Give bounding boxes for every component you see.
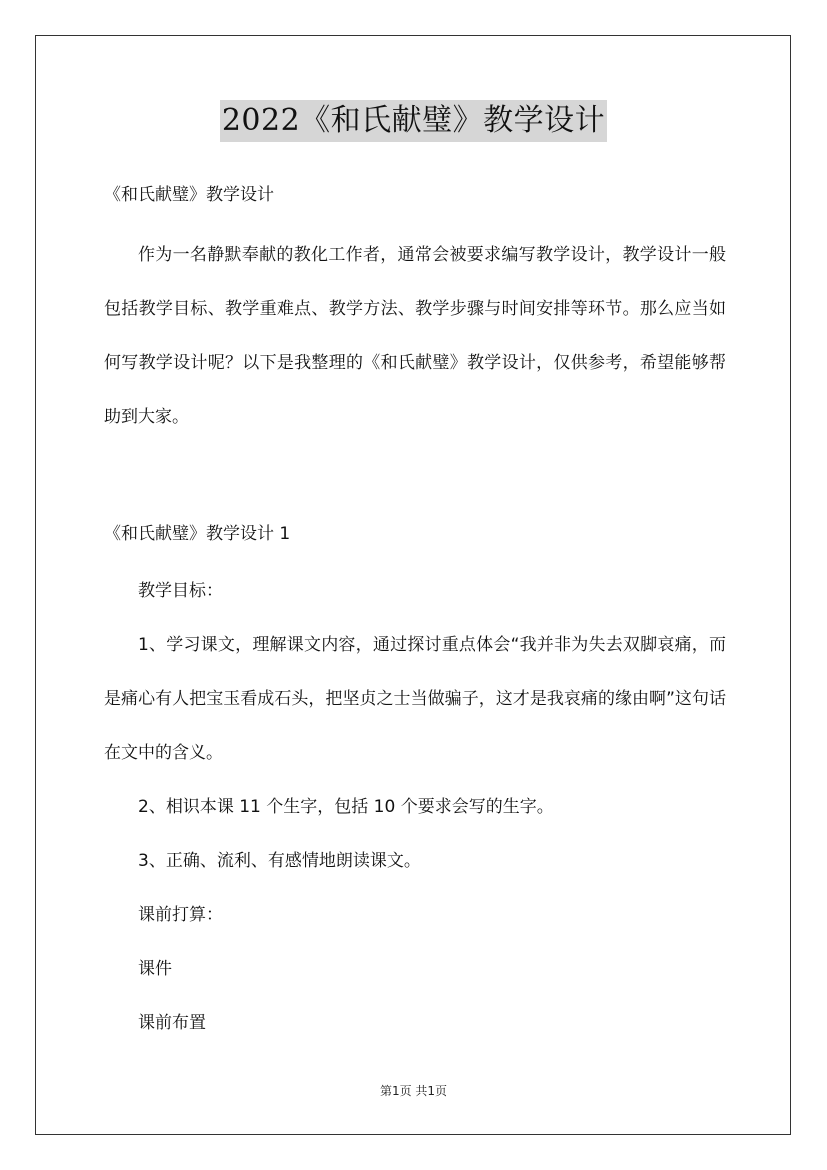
- paragraph-objective-1: 1、学习课文，理解课文内容，通过探讨重点体会“我并非为失去双脚哀痛，而是痛心有人把宝玉看成石头，把坚贞之士当做骗子，这才是我哀痛的缘由啊”这句话在文中的含义。: [104, 635, 726, 763]
- page-footer: 第1页 共1页: [379, 1084, 448, 1098]
- intro-paragraph: 作为一名静默奉献的教化工作者，通常会被要求编写教学设计，教学设计一般包括教学目标、教学重难点、教学方法、教学步骤与时间安排等环节。那么应当如何写教学设计呢？以下是我整理的《和氏献璧》教学设计，仅供参考，希望能够帮助到大家。: [104, 245, 726, 427]
- paragraph-objective-3: 3、正确、流利、有感情地朗读课文。: [138, 851, 421, 871]
- paragraph-pre-class-assignment: 课前布置: [138, 1013, 206, 1033]
- document-body: [104, 177, 726, 1050]
- paragraph-objectives-label: 教学目标：: [138, 581, 223, 601]
- paragraph-preparation-label: 课前打算：: [138, 905, 223, 925]
- paragraph-courseware: 课件: [138, 959, 172, 979]
- paragraph-objective-2: 2、相识本课 11 个生字，包括 10 个要求会写的生字。: [138, 797, 554, 817]
- document-title: 2022《和氏献璧》教学设计: [220, 100, 607, 142]
- title-container: [0, 100, 827, 142]
- section-heading: 《和氏献璧》教学设计 1: [104, 524, 291, 544]
- document-subtitle: 《和氏献璧》教学设计: [104, 185, 274, 205]
